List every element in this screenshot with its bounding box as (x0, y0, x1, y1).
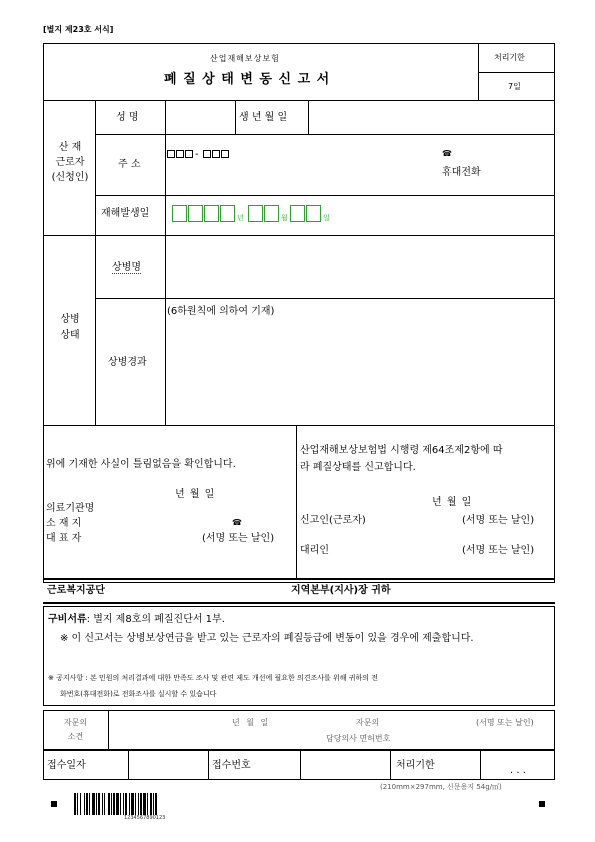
barcode-number: 1234567890123 (124, 815, 166, 821)
progress-label: 상병경과 (108, 357, 147, 368)
rule (95, 235, 96, 425)
rule (108, 710, 109, 750)
day-box-2[interactable] (306, 205, 321, 222)
corner-mark-right (539, 801, 545, 807)
receipt-row (43, 750, 555, 780)
phone-icon-2: ☎ (232, 518, 242, 527)
rule (95, 100, 96, 235)
recipient-agency: 근로복지공단 (47, 585, 105, 596)
form-tag: [별지 제23호 서식] (43, 25, 114, 34)
reporter-label: 신고인(근로자) (300, 515, 366, 526)
receipt-date-label: 접수일자 (47, 760, 86, 771)
form-subtitle: 산업재해보상보험 (210, 54, 280, 63)
deadline-value: . . . (510, 765, 526, 776)
agent-sign-note: (서명 또는 날인) (462, 545, 535, 556)
accident-date-label: 재해발생일 (101, 208, 150, 219)
rule (235, 100, 236, 134)
postal-separator: - (195, 149, 199, 160)
manager-label: 담당의사 면허번호 (326, 734, 391, 743)
birth-label: 생 년 월 일 (239, 112, 288, 123)
year-box-1[interactable] (172, 205, 187, 222)
year-box-3[interactable] (204, 205, 219, 222)
notice-line-2: 화번호(휴대전화)로 전화조사를 실시할 수 있습니다 (60, 690, 217, 698)
attach-label: 구비서류 (48, 614, 87, 625)
postal-box-3[interactable] (185, 150, 193, 158)
month-box-2[interactable] (264, 205, 279, 222)
day-unit: 일 (323, 214, 330, 222)
rule (390, 750, 391, 780)
postal-box-4[interactable] (203, 150, 211, 158)
note-text: ※ 이 신고서는 상병보상연금을 받고 있는 근로자의 폐질등급에 변동이 있을 경우에 제출합니다. (60, 633, 474, 644)
worker-section-label: 산 재 근로자 (신청인) (51, 142, 89, 183)
address-label: 주 소 (118, 159, 141, 170)
year-box-2[interactable] (188, 205, 203, 222)
confirm-statement: 위에 기재한 사실이 틀림없음을 확인합니다. (46, 459, 236, 470)
notice-line-1: ※ 공지사항 : 본 민원의 처리결과에 대한 만족도 조사 및 관련 제도 개선에 필요한 의견조사를 위해 귀하의 전 (48, 674, 379, 682)
condition-section-label: 상병 상태 (60, 314, 80, 341)
consent-box (43, 710, 555, 750)
receipt-number-label: 접수번호 (212, 760, 251, 771)
recipient-office: 지역본부(지사)장 귀하 (291, 585, 391, 596)
rule (43, 235, 555, 236)
paper-spec: (210mm×297mm, 신문용지 54g/㎡) (380, 783, 502, 791)
attach-text: : 별지 제8호의 폐질진단서 1부. (86, 614, 225, 625)
rule (43, 100, 555, 101)
disease-label: 상병명 (112, 262, 141, 273)
rule (480, 750, 481, 780)
consent-label: 자문의 소견 (63, 718, 88, 741)
postal-box-2[interactable] (176, 150, 184, 158)
postal-box-6[interactable] (221, 150, 229, 158)
header-divider-h (478, 72, 555, 73)
day-box-1[interactable] (290, 205, 305, 222)
report-date: 년 월 일 (432, 497, 473, 508)
rule (165, 100, 166, 235)
postal-box-1[interactable] (167, 150, 175, 158)
rep-label: 대 표 자 (46, 533, 82, 544)
year-unit: 년 (237, 214, 244, 222)
processing-value: 7일 (508, 82, 521, 91)
confirm-date: 년 월 일 (175, 489, 216, 500)
rule (208, 750, 209, 780)
institution-label: 의료기관명 (46, 503, 95, 514)
form-title: 폐 질 상 태 변 동 신 고 서 (164, 72, 331, 87)
name-label: 성 명 (116, 112, 139, 123)
rule (95, 195, 555, 196)
rule (95, 134, 555, 135)
agent-label: 대리인 (300, 545, 329, 556)
rule (43, 425, 555, 426)
form-frame (43, 43, 555, 583)
deadline-label: 처리기한 (396, 760, 435, 771)
corner-mark-left (51, 801, 57, 807)
rule (308, 100, 309, 134)
consent-sign-note: (서명 또는 날인) (476, 718, 534, 727)
month-box-1[interactable] (248, 205, 263, 222)
location-label: 소 재 지 (46, 518, 82, 529)
month-unit: 월 (281, 214, 288, 222)
year-box-4[interactable] (220, 205, 235, 222)
rep-sign-note: (서명 또는 날인) (202, 533, 275, 544)
rule (300, 750, 301, 780)
report-statement-1: 산업재해보상보험법 시행령 제64조제2항에 따 (300, 445, 503, 456)
mobile-label: 휴대전화 (442, 167, 481, 178)
report-statement-2: 라 폐질상태를 신고합니다. (300, 462, 416, 473)
rule (95, 298, 555, 299)
postal-box-5[interactable] (212, 150, 220, 158)
reporter-sign-note: (서명 또는 날인) (462, 515, 535, 526)
rule (43, 602, 555, 604)
processing-label: 처리기한 (494, 53, 525, 62)
consent-date: 년 월 일 (232, 718, 271, 727)
rule (165, 235, 166, 425)
advisor-label: 자문의 (356, 718, 380, 727)
rule (43, 578, 555, 580)
rule (128, 750, 129, 780)
progress-hint: (6하원칙에 의하여 기재) (167, 306, 275, 317)
phone-icon: ☎ (442, 149, 452, 158)
rule (296, 425, 297, 578)
